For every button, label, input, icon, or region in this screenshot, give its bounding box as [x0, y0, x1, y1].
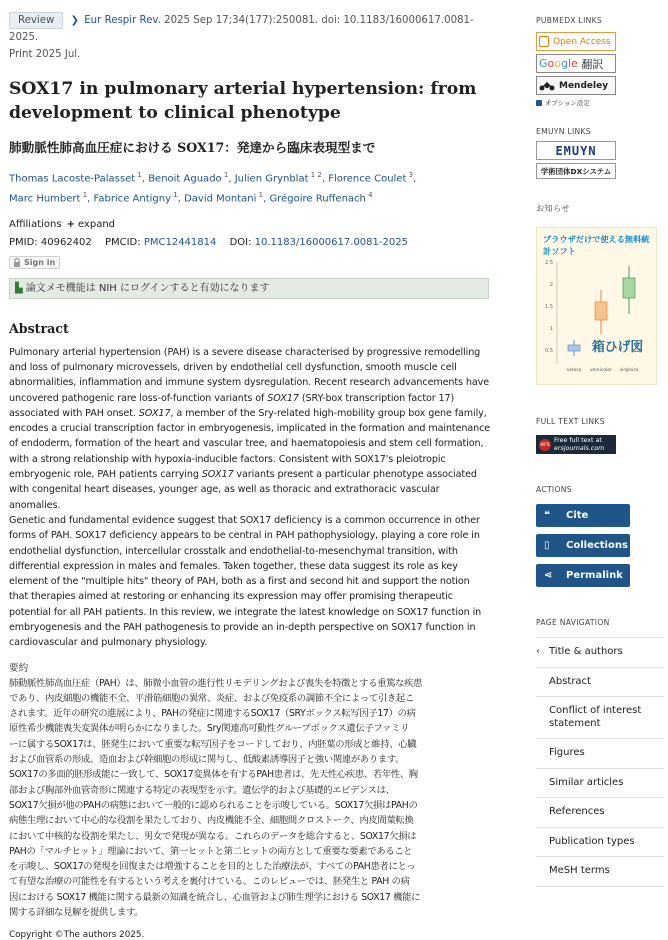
abstract-line: of endoderm, formation of the heart and vascular tree, and haematopoiesis and stem cell formation, [9, 438, 484, 450]
ers-logo-icon: ers [539, 439, 551, 451]
japanese-abstract-line: 関する詳細な見解を提供します。 [9, 907, 144, 919]
abstract-line: differential expression in males and females. Taken together, these data suggest its role as key [9, 560, 458, 572]
abstract-line: element of the "multiple hits" theory of PAH, both as a first and second hit and support the notion [9, 576, 470, 588]
cite-button[interactable]: ❝ Cite [536, 504, 630, 527]
nav-item-title-authors[interactable]: ‹ Title & authors [536, 638, 664, 668]
svg-text:0.5: 0.5 [545, 348, 553, 354]
japanese-abstract-line: 因における SOX17 機能に関する最新の知識を統合し、心血管および肺生理学における SOX17 機能に [9, 891, 421, 903]
abstract-line: embryogenesis and the PAH pathogenesis to provide an in-depth perspective on SOX17 function in [9, 622, 476, 633]
abstract-text [9, 345, 491, 651]
doi-link[interactable]: 10.1183/16000617.0081-2025 [254, 236, 408, 248]
emuyn-links-heading: EMUYN LINKS [536, 127, 591, 136]
mendeley-button[interactable]: Mendeley [536, 76, 616, 95]
japanese-abstract-line: 病態生理において中心的な役割を果たしており、内皮機能不全、細胞間クロストーク、内皮間葉転換 [9, 815, 414, 827]
affiliation-number[interactable]: 1 [171, 191, 178, 200]
affiliation-number[interactable]: 1 [80, 191, 88, 200]
open-lock-icon [539, 36, 549, 47]
japanese-abstract-line: であり、内皮細胞の機能不全、平滑筋細胞の異常、炎症、および免疫系の調節不全によって引き起こ [9, 692, 414, 704]
page-navigation [536, 637, 664, 887]
pubmedx-links-heading: PUBMEDX LINKS [536, 16, 603, 25]
japanese-abstract-line: PAHの「マルチヒット」理論において、第一ヒットと第二ヒットの両方として重要な要素であること [9, 845, 413, 857]
author-link[interactable]: Benoit Aguado [148, 173, 222, 185]
affiliation-number[interactable]: 1 2 [308, 171, 322, 179]
abstract-line: Genetic and fundamental evidence suggest that SOX17 deficiency is a common occurrence in other [9, 514, 480, 526]
dx-system-link[interactable]: 学術団体DXシステム [536, 163, 616, 179]
nav-item-similar-articles[interactable]: Similar articles [536, 769, 664, 799]
article-main [9, 12, 491, 940]
affiliation-number[interactable]: 3 [406, 171, 414, 179]
copyright: Copyright ©The authors 2025. [9, 930, 145, 940]
mendeley-icon [539, 81, 555, 91]
collections-button[interactable]: ▯ Collections [536, 534, 630, 557]
author-link[interactable]: Thomas Lacoste-Palasset [9, 173, 136, 185]
full-text-links-heading: FULL TEXT LINKS [536, 417, 605, 426]
abstract-line: that therapies aimed at restoring or enhancing its expression may offer promising therapeutic [9, 591, 453, 603]
option-settings-link[interactable]: オプション設定 [536, 98, 664, 107]
google-logo: Google [539, 57, 578, 70]
affiliation-number[interactable]: 4 [365, 191, 373, 200]
japanese-abstract-line: 原性希少機能喪失変異体が明らかになりました。Sry関連高可動性グループボックス遺伝子ファミリ [9, 723, 410, 735]
print-date: Print 2025 Jul. [9, 49, 81, 60]
chevron-right-icon: ❯ [70, 15, 79, 26]
affiliations-toggle[interactable]: Affiliations + expand [9, 218, 116, 230]
abstract-line: associated with PAH onset. SOX17, a member of the Sry-related high-mobility group box gene family, [9, 407, 487, 419]
japanese-abstract-line: て有望な治療の可能性を有するという考えを裏付けている。このレビューでは、胚発生と PAH の病 [9, 876, 410, 888]
japanese-abstract-line: 部および胸部外血管奇形に関連する特定の表現型を示す。遺伝学的および基礎的エビデンスは、 [9, 784, 395, 796]
abstract-line: encodes a crucial transcription factor in embryogenesis, implicated in the formation and maintenance [9, 423, 491, 435]
svg-text:2.5: 2.5 [545, 260, 553, 266]
svg-text:setosa: setosa [566, 368, 582, 373]
abstract-line: and loss of pulmonary microvessels, driven by endothelial cell dysfunction, smooth muscle cell [9, 361, 457, 373]
japanese-abstract-line: SOX17の多面的胚形成能に一致して、SOX17変異体を有するPAH患者は、先天性心疾患、若年性、胸 [9, 769, 418, 781]
svg-text:versicolor: versicolor [590, 368, 612, 373]
abstract-line: embryogenic role, PAH patients carrying SOX17 variants present a particular phenotype associated [9, 469, 477, 481]
nav-item-figures[interactable]: Figures [536, 739, 664, 769]
page-navigation-heading: PAGE NAVIGATION [536, 618, 610, 627]
svg-text:2: 2 [549, 282, 553, 288]
identifiers: PMID: 40962402 PMCID: PMC12441814 DOI: 10.1183/16000617.0081-2025 [9, 236, 408, 248]
statistics-software-ad[interactable] [536, 227, 657, 385]
abstract-line: uncovered pathogenic rare loss-of-function variants of SOX17 (SRY-box transcription factor 17) [9, 392, 455, 404]
nav-item-publication-types[interactable]: Publication types [536, 828, 664, 858]
login-notice: ▙ 論文メモ機能は NIH にログインすると有効になります [9, 278, 489, 299]
affiliation-number[interactable]: 1 [135, 171, 142, 179]
bookmark-icon: ▯ [544, 540, 550, 551]
boxplot-illustration [537, 244, 658, 384]
citation-details: 2025 Sep 17;34(177):250081. doi: 10.1183/16000617.0081-2025. [9, 15, 474, 43]
ad-boxplot-label: 箱ひげ図 [592, 340, 644, 355]
author-link[interactable]: David Montani [184, 193, 257, 205]
abstract-line: with a strong relationship with hypoxia-inducible factors. Consistent with SOX17's pleiotropic [9, 453, 446, 465]
note-icon: ▙ [15, 282, 23, 294]
abstract-line: Pulmonary arterial hypertension (PAH) is a severe disease characterised by progressive remodelling [9, 346, 481, 358]
svg-text:1: 1 [549, 326, 553, 332]
share-icon: ⋖ [544, 570, 553, 581]
permalink-button[interactable]: ⋖ Permalink [536, 564, 630, 587]
chevron-left-icon: ‹ [536, 646, 540, 657]
author-link[interactable]: Julien Grynblat [234, 173, 309, 185]
abstract-line: endothelial dysfunction, intercellular crosstalk and endothelial-to-mesenchymal transition, with [9, 545, 458, 557]
japanese-abstract-line: されます。近年の研究の進展により、PAHの発症に関連するSOX17（SRYボックス転写因子17）の病 [9, 708, 416, 720]
ers-full-text-link[interactable]: ers Free full text at ersjournals.com [536, 435, 616, 454]
quote-icon: ❝ [544, 510, 550, 521]
svg-text:1.5: 1.5 [545, 304, 553, 310]
japanese-abstract-line: SOX17欠損が他のPAHの病態において一般的に認められることを示唆している。SOX17欠損はPAHの [9, 799, 418, 811]
lock-icon [13, 258, 21, 267]
journal-link[interactable]: Eur Respir Rev. [84, 15, 161, 26]
sidebar [536, 12, 664, 887]
open-access-button[interactable]: Open Access [536, 32, 616, 51]
author-link[interactable]: Fabrice Antigny [93, 193, 172, 205]
abstract-line: with congenital heart diseases, younger age, as well as thoracic and extrathoracic vascular anomalies. [9, 484, 440, 511]
nav-item-references[interactable]: References [536, 798, 664, 828]
abstract-line: forms of PAH. SOX17 deficiency appears to be central in PAH pathophysiology, playing a core role in [9, 530, 480, 542]
japanese-abstract-text [9, 676, 491, 921]
actions-group [536, 504, 664, 587]
japanese-abstract-line: 肺動脈性肺高血圧症（PAH）は、肺微小血管の進行性リモデリングおよび喪失を特徴とする重篤な疾患 [9, 677, 423, 689]
abstract-line: cardiovascular and pulmonary physiology. [9, 637, 208, 649]
japanese-abstract-heading: 要約 [9, 662, 29, 674]
sign-in-button[interactable]: Sign in [9, 256, 60, 269]
article-type-badge: Review [9, 12, 63, 29]
svg-text:virginica: virginica [619, 368, 639, 373]
nav-item-mesh-terms[interactable]: MeSH terms [536, 857, 664, 887]
actions-heading: ACTIONS [536, 485, 572, 494]
japanese-abstract-line: を示唆し、SOX17の発現を回復または増強することを目的とした治療法が、すべてのPAH患者にとっ [9, 861, 416, 873]
abstract-line: potential for all PAH patients. In this review, we integrate the latest knowledge on SOX17 function in [9, 606, 482, 618]
pmcid-link[interactable]: PMC12441814 [143, 236, 217, 248]
translate-label: 翻訳 [581, 57, 604, 71]
nav-item-conflict-of-interest-statement[interactable]: Conflict of interest statement [536, 697, 664, 739]
affiliation-number[interactable]: 1 [221, 171, 229, 179]
google-translate-button[interactable] [536, 54, 616, 73]
citation-line [9, 12, 491, 63]
author-link[interactable]: Marc Humbert [9, 193, 81, 205]
plus-icon: + [66, 218, 75, 230]
nav-item-abstract[interactable]: Abstract [536, 668, 664, 698]
japanese-abstract-line: において中核的な役割を果たし、男女で発現が異なる。これらのデータを総合すると、SOX17欠損は [9, 830, 417, 842]
ad-title: ブラウザだけで使える無料統計ソフト [543, 234, 650, 256]
author-link[interactable]: Grégoire Ruffenach [269, 193, 366, 205]
affiliation-number[interactable]: 1 [256, 191, 264, 200]
japanese-abstract-line: ーに属するSOX17は、胚発生において重要な転写因子をコードしており、内胚葉の形成と維持、心臓 [9, 738, 417, 750]
settings-icon [536, 100, 542, 106]
pmid-value: 40962402 [40, 236, 92, 248]
article-title-japanese: 肺動脈性肺高血圧症における SOX17：発達から臨床表現型まで [9, 140, 376, 155]
authors-list: Thomas Lacoste-Palasset $^1$, Benoit Aguado $^1$, Julien Grynblat $^{1 2}$, Florence Coulet $^3$, Marc Humbert $^1$, Fabrice Antigny $^1$, David Montani $^1$, Grégoire Ruffenach $^4$ [9, 171, 417, 205]
author-link[interactable]: Florence Coulet [328, 173, 407, 185]
abstract-line: abnormalities, inflammation and immune system dysregulation. Recent research advancements have [9, 377, 490, 389]
japanese-abstract-line: および血管系の形成、造血および幹細胞の形成に関与し、低酸素誘導因子と強い関連があります。 [9, 754, 405, 766]
article-title: SOX17 in pulmonary arterial hypertension: from development to clinical phenotype [9, 79, 477, 123]
abstract-heading: Abstract [9, 320, 69, 336]
emuyn-logo-link[interactable]: EMUYN [536, 141, 616, 160]
news-heading: お知らせ [536, 203, 570, 213]
